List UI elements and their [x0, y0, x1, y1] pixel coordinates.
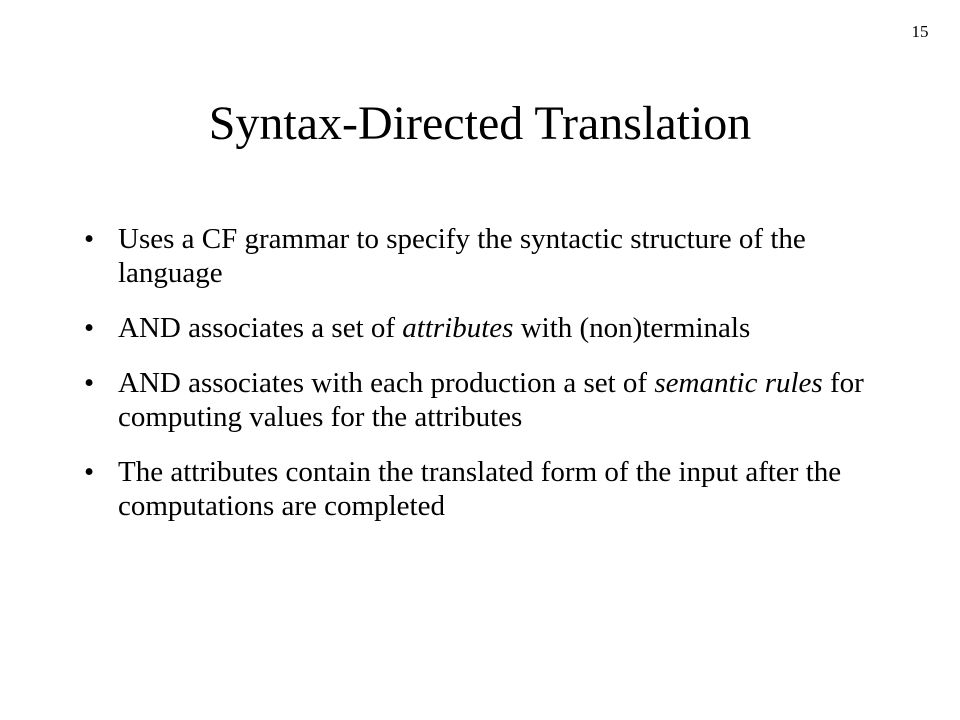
bullet-text: AND associates a set of	[118, 312, 403, 344]
bullet-text: for computing values for the attributes	[118, 367, 864, 433]
bullet-dot-icon: •	[84, 223, 95, 255]
bullet-item	[80, 311, 880, 345]
bullet-item	[80, 222, 880, 290]
bullet-dot-icon: •	[84, 312, 95, 344]
bullet-text: with (non)terminals	[513, 312, 751, 344]
bullet-text-emphasis: semantic rules	[654, 367, 823, 399]
bullet-dot-icon: •	[84, 367, 95, 399]
bullet-text: AND associates with each production a set of	[118, 367, 655, 399]
bullet-list	[80, 222, 880, 544]
page-number: 15	[911, 22, 929, 41]
bullet-item	[80, 455, 880, 523]
bullet-dot-icon: •	[84, 456, 95, 488]
bullet-text-emphasis: attributes	[402, 312, 514, 344]
slide-title: Syntax-Directed Translation	[208, 97, 752, 150]
bullet-text: Uses a CF grammar to specify the syntactic structure of the language	[118, 223, 806, 289]
bullet-item	[80, 366, 880, 434]
bullet-text: The attributes contain the translated form of the input after the computations are completed	[118, 456, 842, 522]
